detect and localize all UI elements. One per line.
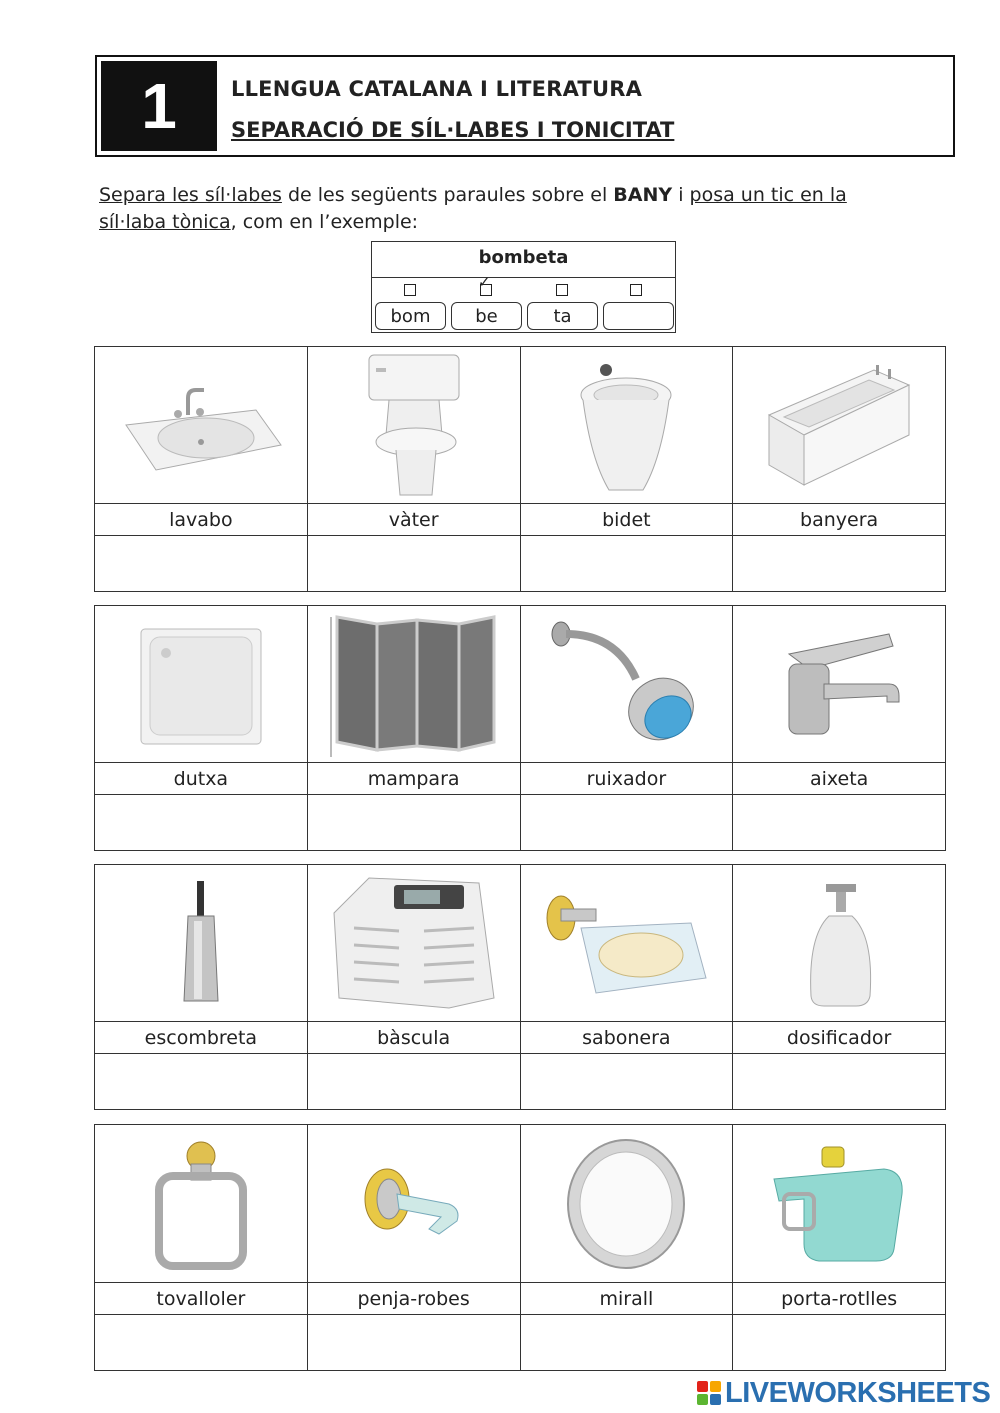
instructions [99,182,919,236]
answer-cell[interactable] [95,1054,308,1110]
answer-cell[interactable] [520,1054,733,1110]
soap-dispenser-icon [794,876,884,1011]
bathtub-icon [764,360,914,490]
word-label: tovalloler [95,1283,308,1315]
answer-cell[interactable] [520,536,733,592]
sink-icon [116,370,286,480]
example-syllable-1: bom [375,302,446,330]
word-label: porta-rotlles [733,1283,946,1315]
answer-cell[interactable] [733,536,946,592]
word-label: lavabo [95,504,308,536]
word-label: mirall [520,1283,733,1315]
picture-cell [95,347,308,504]
word-label: vàter [307,504,520,536]
picture-cell [307,606,520,763]
instruction-text-1: de les següents paraules sobre el [281,184,614,206]
scale-icon [329,873,499,1013]
mirror-icon [561,1134,691,1274]
logo-mark-icon [697,1381,721,1405]
picture-cell [307,865,520,1022]
picture-cell [95,1125,308,1283]
topic-title: SEPARACIÓ DE SÍL·LABES I TONICITAT [231,118,675,142]
picture-cell [307,347,520,504]
word-label: banyera [733,504,946,536]
instruction-text-3: , com en l’exemple: [230,211,419,233]
toilet-roll-holder-icon [764,1139,914,1269]
example-checkbox-1[interactable] [404,284,416,296]
picture-cell [520,606,733,763]
word-label: dutxa [95,763,308,795]
word-label: escombreta [95,1022,308,1054]
instruction-bold: BANY [613,184,673,206]
word-label: penja-robes [307,1283,520,1315]
shower-tray-icon [136,619,266,749]
example-syllable-3: ta [527,302,598,330]
word-label: bàscula [307,1022,520,1054]
word-label: aixeta [733,763,946,795]
answer-cell[interactable] [733,1054,946,1110]
worksheet-header [95,55,955,157]
word-label: sabonera [520,1022,733,1054]
word-label: bidet [520,504,733,536]
answer-cell[interactable] [95,1315,308,1371]
instruction-text-2: i [672,184,690,206]
answer-cell[interactable] [733,795,946,851]
picture-cell [733,606,946,763]
example-checkbox-3[interactable] [556,284,568,296]
picture-cell [733,865,946,1022]
answer-cell[interactable] [307,1315,520,1371]
word-label: dosificador [733,1022,946,1054]
picture-cell [520,865,733,1022]
example-syllable-4[interactable] [603,302,674,330]
word-group-3 [94,864,946,1110]
tick-icon: ✓ [478,273,491,291]
shower-screen-icon [329,612,499,757]
word-group-4 [94,1124,946,1371]
unit-number: 1 [101,61,217,151]
example-syllable-2: be [451,302,522,330]
tap-icon [769,624,909,744]
picture-cell [733,347,946,504]
answer-cell[interactable] [95,795,308,851]
picture-cell [95,865,308,1022]
answer-cell[interactable] [307,536,520,592]
shower-head-icon [546,619,706,749]
answer-cell[interactable] [307,795,520,851]
logo-text: LIVEWORKSHEETS [725,1376,991,1409]
liveworksheets-logo [697,1378,990,1408]
example-word: bombeta [372,242,675,278]
answer-cell[interactable] [520,795,733,851]
subject-title: LLENGUA CATALANA I LITERATURA [231,77,643,101]
bidet-icon [571,350,681,500]
answer-cell[interactable] [520,1315,733,1371]
word-label: ruixador [520,763,733,795]
instruction-underlined-1: Separa les síl·labes [99,184,282,206]
picture-cell [95,606,308,763]
soap-dish-icon [541,883,711,1003]
toilet-icon [354,350,474,500]
answer-cell[interactable] [95,536,308,592]
instruction-underlined-2: posa un tic en la síl·laba tònica [99,184,847,233]
picture-cell [520,347,733,504]
word-group-1 [94,346,946,592]
towel-ring-icon [141,1134,261,1274]
answer-cell[interactable] [733,1315,946,1371]
word-group-2 [94,605,946,851]
example-box [371,241,676,333]
picture-cell [733,1125,946,1283]
toilet-brush-icon [166,876,236,1011]
robe-hook-icon [359,1159,469,1249]
word-label: mampara [307,763,520,795]
picture-cell [520,1125,733,1283]
example-checkbox-4[interactable] [630,284,642,296]
picture-cell [307,1125,520,1283]
answer-cell[interactable] [307,1054,520,1110]
